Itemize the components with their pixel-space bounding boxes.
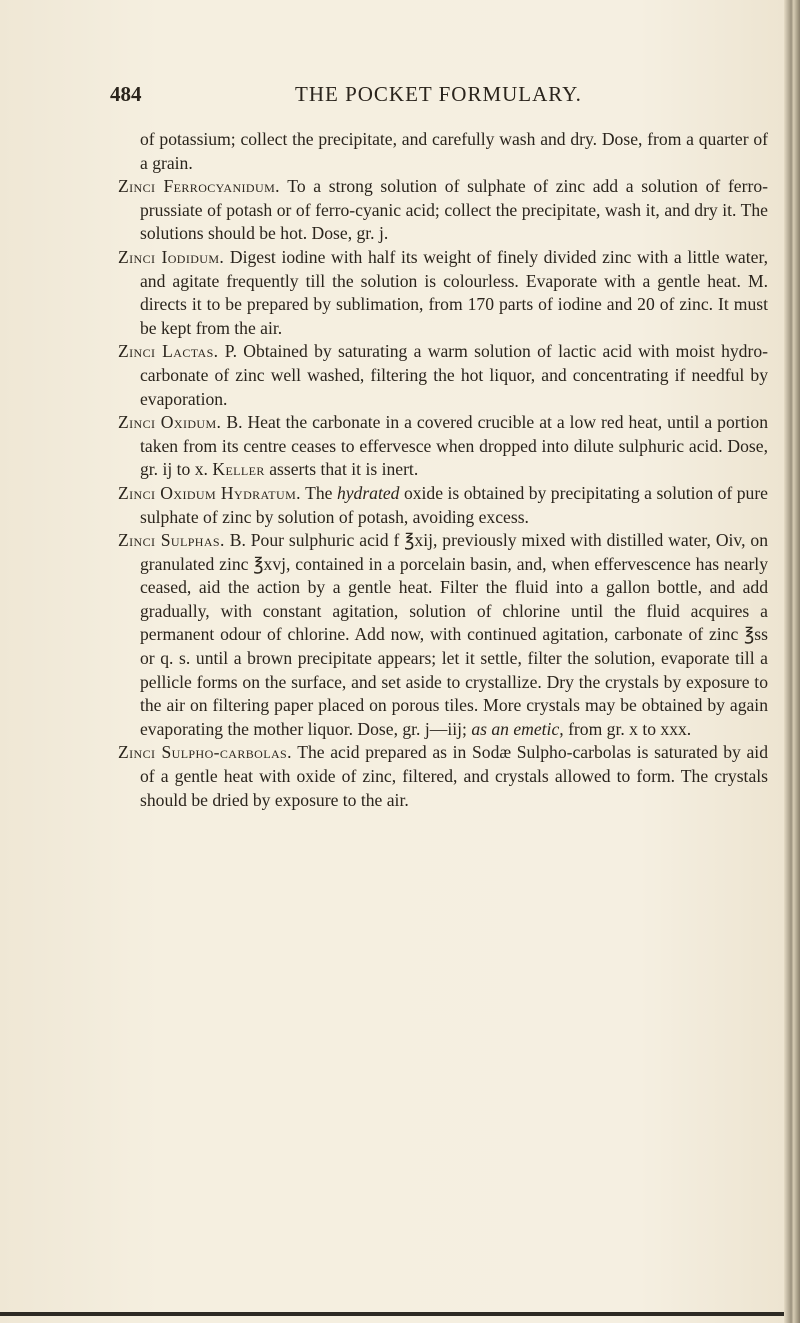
entry-body-cont: asserts that it is inert. (269, 459, 419, 480)
entry-zinci-oxidum (118, 411, 768, 482)
running-head: THE POCKET FORMULARY. (295, 82, 582, 106)
page-header (110, 82, 720, 112)
entry-body: To a strong solution of sulphate of zinc add a solution of ferro-prussiate of potash or of ferro-cyanic acid; collect the precipitate, wash it, and dry it. The solutions should be hot. Dose, gr. j. (140, 176, 768, 244)
author-name: Keller (212, 459, 265, 480)
entry-body-cont: oxide is obtained by precipitating a solution of pure sulphate of zinc by solution of potash, avoiding excess. (140, 482, 768, 527)
entry-body: The (305, 482, 333, 503)
entry-body: B. Pour sulphuric acid f ℥xij, previously mixed with distilled water, Oiv, on granulated zinc ℥xvj, contained in a porcelain basin, and, when effervescence has nearly ceased, aid the action by a gentle heat. Filter the fluid into a gallon bottle, and add gradually, with constant agitation, solution of chlorine until the fluid acquires a permanent odour of chlorine. Add now, with continued agitation, carbonate of zinc ℥ss or q. s. until a brown precipitate appears; let it settle, filter the solution, evaporate till a pellicle forms on the surface, and set aside to crystallize. Dry the crystals by exposure to the air on filtering paper placed on porous tiles. More crystals may be obtained by again evaporating the mother liquor. Dose, gr. j—iij; (140, 530, 768, 739)
entry-body: Digest iodine with half its weight of finely divided zinc with a little water, and agitate frequently till the solution is colourless. Evaporate with a gentle heat. M. directs it to be prepared by sublimation, from 170 parts of iodine and 20 of zinc. It must be kept from the air. (140, 246, 768, 338)
entry-body: The acid prepared as in Sodæ Sulpho-carbolas is saturated by aid of a gentle heat with oxide of zinc, filtered, and crystals allowed to form. The crystals should be dried by exposure to the air. (140, 742, 768, 810)
entry-title: Zinci Lactas. (118, 341, 219, 362)
bottom-rule (0, 1312, 790, 1316)
italic-term: as an emetic, (471, 718, 564, 739)
entry-title: Zinci Oxidum Hydratum. (118, 482, 301, 503)
entry-body-cont: from gr. x to xxx. (568, 718, 692, 739)
book-spine-edge (784, 0, 800, 1323)
entry-body: B. Heat the carbonate in a covered crucible at a low red heat, until a portion taken from its centre ceases to effervesce when dropped into dilute sulphuric acid. Dose, gr. ij to x. (140, 412, 768, 480)
entry-body: P. Obtained by saturating a warm solution of lactic acid with moist hydro-carbonate of zinc well washed, filtering the hot liquor, and concentrating if needful by evaporation. (140, 341, 768, 409)
entry-title: Zinci Ferrocyanidum. (118, 176, 280, 197)
text-block (118, 128, 768, 812)
page-number: 484 (110, 82, 142, 106)
entry-zinci-ferrocyanidum (118, 175, 768, 246)
entry-title: Zinci Sulphas. (118, 530, 225, 551)
entry-title: Zinci Iodidum. (118, 246, 225, 267)
continuation-paragraph: of potassium; collect the precipitate, and carefully wash and dry. Dose, from a quarter of a grain. (140, 129, 768, 173)
entry-title: Zinci Sulpho-carbolas. (118, 742, 292, 763)
entry-zinci-iodidum (118, 246, 768, 340)
entry-zinci-sulpho-carbolas (118, 741, 768, 812)
entry-zinci-lactas (118, 340, 768, 411)
italic-term: hydrated (336, 482, 400, 503)
entry-zinci-oxidum-hydratum (118, 482, 768, 529)
entry-zinci-sulphas (118, 529, 768, 741)
entry-title: Zinci Oxidum. (118, 412, 222, 433)
